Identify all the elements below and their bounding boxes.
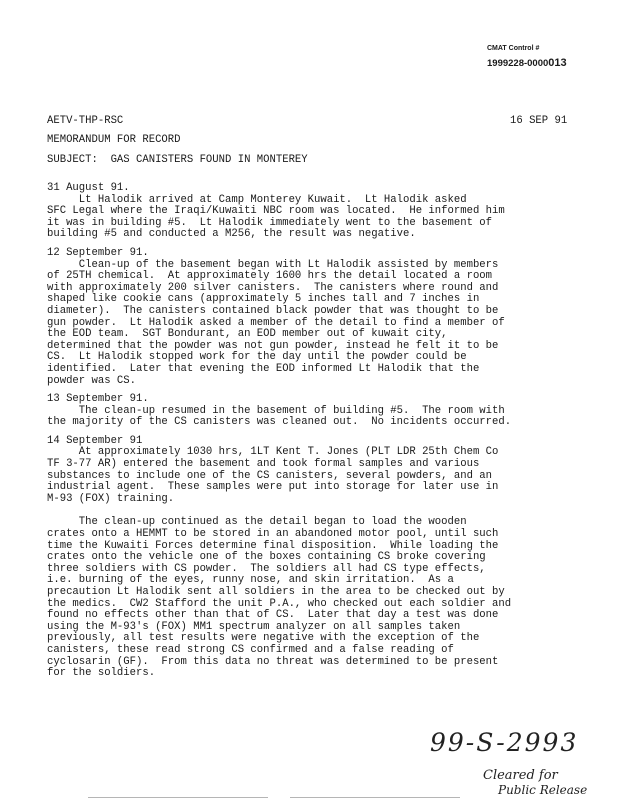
memo-subject: SUBJECT: GAS CANISTERS FOUND IN MONTEREY <box>47 154 308 166</box>
entry-13-september: 13 September 91. The clean-up resumed in the basement of building #5. The room with the majority of the CS canisters was cleaned out. No incidents occurred. <box>47 393 512 429</box>
footer-rule-left <box>88 797 268 798</box>
entry-12-september: 12 September 91. Clean-up of the basement began with Lt Halodik assisted by members of 25TH chemical. At approximately 1600 hrs the detail located a room with approximately 200 silver canisters. The canisters where round and shaped like cookie cans (approximately 5 inches tall and 7 inches in diameter). The canisters contained black powder that was thought to be gun powder. Lt Halodik asked a member of the detail to find a member of the EOD team. SGT Bondurant, an EOD member out of kuwait city, determined that the powder was not gun powder, instead he felt it to be CS. Lt Halodik stopped work for the day until the powder could be identified. Later that evening the EOD informed Lt Halodik that the powder was CS. <box>47 246 505 387</box>
memo-date: 16 SEP 91 <box>510 115 568 127</box>
handwritten-release-note-line2: Public Release <box>498 783 588 797</box>
control-number-prefix: 1999228-0000 <box>487 58 549 69</box>
handwritten-release-note-line1: Cleared for <box>483 768 558 783</box>
entry-31-august: 31 August 91. Lt Halodik arrived at Camp Monterey Kuwait. Lt Halodik asked SFC Legal where the Iraqi/Kuwaiti NBC room was located. He informed him it was in building #5. Lt Halodik immediately went to the basement of building #5 and conducted a M256, the result was negative. <box>47 182 505 241</box>
control-number-stamp <box>487 44 567 70</box>
memo-type: MEMORANDUM FOR RECORD <box>47 134 181 146</box>
control-number <box>487 57 567 70</box>
entry-14-september-continued: The clean-up continued as the detail began to load the wooden crates onto a HEMMT to be stored in an abandoned motor pool, until such time the Kuwaiti Forces determine final disposition. While loading the crates onto the vehicle one of the boxes containing CS broke covering three soldiers with CS powder. The soldiers all had CS type effects, i.e. burning of the eyes, runny nose, and skin irritation. As a precaution Lt Halodik sent all soldiers in the area to be checked out by the medics. CW2 Stafford the unit P.A., who checked out each soldier and found no effects other than that of CS. Later that day a test was done using the M-93's (FOX) MM1 spectrum analyzer on all samples taken previously, all test results were negative with the exception of the canisters, these read strong CS confirmed and a false reading of cyclosarin (GF). From this data no threat was determined to be present for the soldiers. <box>47 516 512 680</box>
memo-body <box>47 183 587 687</box>
footer-rule-right <box>290 797 460 798</box>
control-number-suffix: 013 <box>548 57 567 69</box>
office-symbol: AETV-THP-RSC <box>47 115 124 127</box>
handwritten-document-number: 99-S-2993 <box>430 728 579 757</box>
entry-14-september: 14 September 91 At approximately 1030 hrs, 1LT Kent T. Jones (PLT LDR 25th Chem Co TF 3-77 AR) entered the basement and took formal samples and various substances to include one of the CS canisters, several powders, and an industrial agent. These samples were put into storage for later use in M-93 (FOX) training. <box>47 434 499 505</box>
control-label: CMAT Control # <box>487 45 540 52</box>
